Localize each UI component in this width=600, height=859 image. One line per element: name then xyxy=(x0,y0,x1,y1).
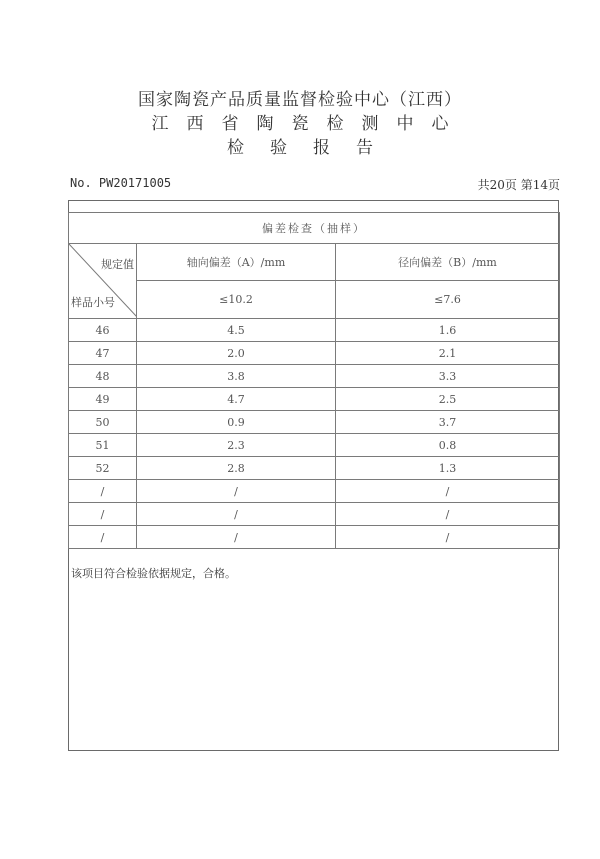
radial-value-cell: / xyxy=(336,503,560,526)
axial-value-cell: 4.5 xyxy=(137,319,336,342)
axial-value-cell: 2.8 xyxy=(137,457,336,480)
axial-value-cell: / xyxy=(137,503,336,526)
report-title: 检验报告 xyxy=(227,138,399,158)
sample-id-cell: / xyxy=(69,503,137,526)
table-row xyxy=(69,434,560,457)
col-header-axial: 轴向偏差（A）/mm xyxy=(137,244,336,281)
axial-value-cell: 0.9 xyxy=(137,411,336,434)
report-number: No. PW20171005 xyxy=(70,176,172,190)
report-header xyxy=(0,88,600,160)
table-row xyxy=(69,342,560,365)
corner-label-sample: 样品小号 xyxy=(71,296,115,309)
sample-id-cell: 50 xyxy=(69,411,137,434)
table-row xyxy=(69,503,560,526)
axial-value-cell: / xyxy=(137,526,336,549)
col-header-radial: 径向偏差（B）/mm xyxy=(336,244,560,281)
center-name-provincial: 江西省陶瓷检测中心 xyxy=(151,114,467,134)
radial-value-cell: 1.3 xyxy=(336,457,560,480)
sample-id-cell: 46 xyxy=(69,319,137,342)
sample-id-cell: 48 xyxy=(69,365,137,388)
table-header-row xyxy=(69,244,560,281)
table-row xyxy=(69,411,560,434)
limit-row xyxy=(69,281,560,319)
page-indicator: 共20页 第14页 xyxy=(477,178,560,192)
radial-value-cell: 3.7 xyxy=(336,411,560,434)
center-name-national: 国家陶瓷产品质量监督检验中心（江西） xyxy=(138,90,462,110)
table-row xyxy=(69,480,560,503)
radial-value-cell: / xyxy=(336,480,560,503)
sample-id-cell: 49 xyxy=(69,388,137,411)
conclusion-text: 该项目符合检验依据规定，合格。 xyxy=(71,567,236,580)
table-row xyxy=(69,388,560,411)
table-caption-row xyxy=(69,213,560,244)
radial-value-cell: 2.1 xyxy=(336,342,560,365)
limit-axial: ≤10.2 xyxy=(137,281,336,319)
table-caption: 偏差检查（抽样） xyxy=(69,213,560,244)
table-row xyxy=(69,526,560,549)
table-body xyxy=(69,319,560,549)
radial-value-cell: / xyxy=(336,526,560,549)
sample-id-cell: / xyxy=(69,526,137,549)
sample-id-cell: 52 xyxy=(69,457,137,480)
sample-id-cell: / xyxy=(69,480,137,503)
radial-value-cell: 3.3 xyxy=(336,365,560,388)
radial-value-cell: 1.6 xyxy=(336,319,560,342)
limit-radial: ≤7.6 xyxy=(336,281,560,319)
sample-id-cell: 51 xyxy=(69,434,137,457)
radial-value-cell: 0.8 xyxy=(336,434,560,457)
axial-value-cell: / xyxy=(137,480,336,503)
axial-value-cell: 4.7 xyxy=(137,388,336,411)
axial-value-cell: 3.8 xyxy=(137,365,336,388)
corner-label-spec: 规定值 xyxy=(101,258,134,271)
corner-cell xyxy=(69,244,137,319)
sample-id-cell: 47 xyxy=(69,342,137,365)
table-row xyxy=(69,319,560,342)
radial-value-cell: 2.5 xyxy=(336,388,560,411)
deviation-table xyxy=(68,212,560,549)
axial-value-cell: 2.3 xyxy=(137,434,336,457)
table-row xyxy=(69,365,560,388)
table-row xyxy=(69,457,560,480)
axial-value-cell: 2.0 xyxy=(137,342,336,365)
